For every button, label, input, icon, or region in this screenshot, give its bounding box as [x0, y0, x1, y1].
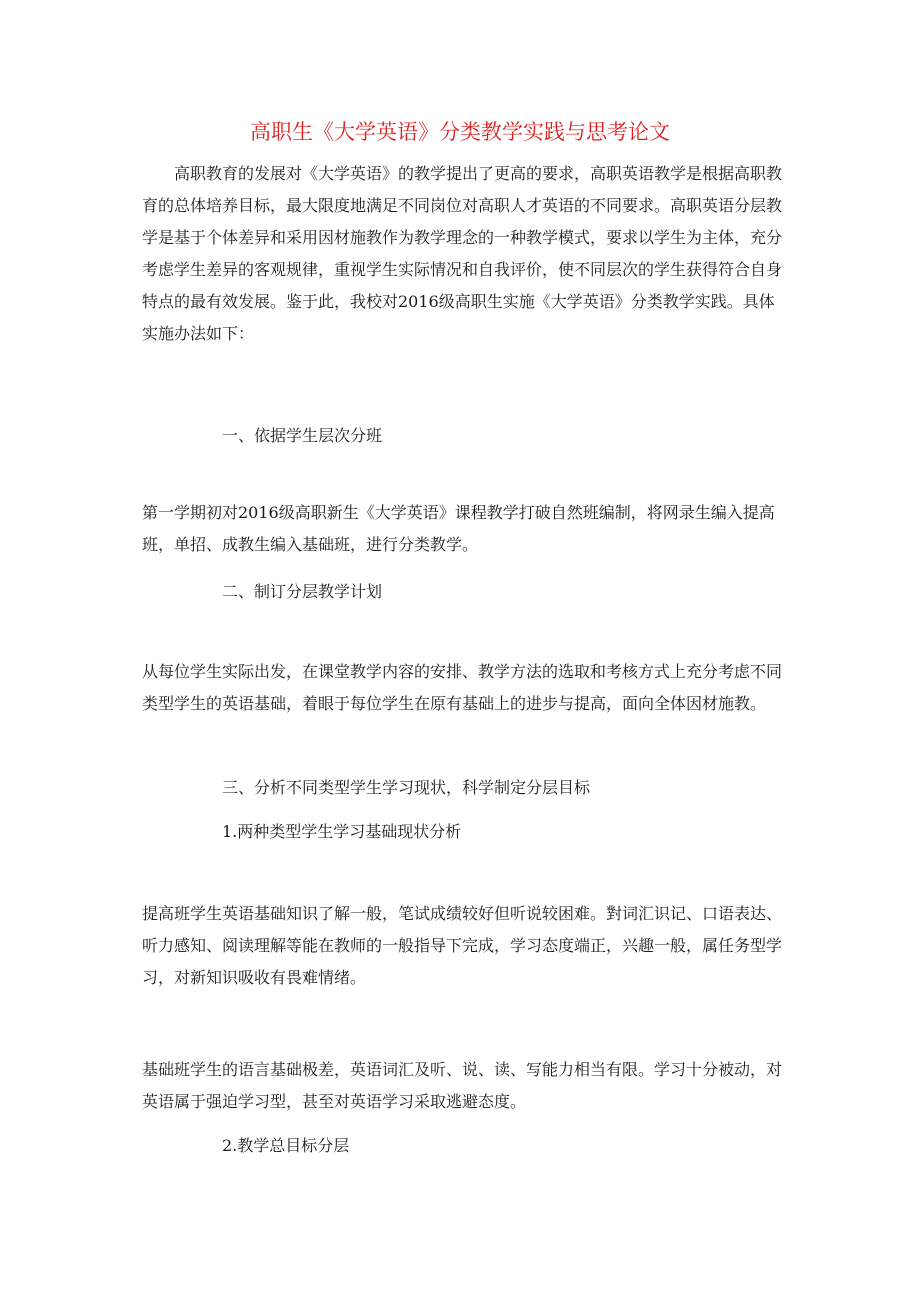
- paragraph-1: 第一学期初对2016级高职新生《大学英语》课程教学打破自然班编制，将网录生编入提高班，单招、成教生编入基础班，进行分类教学。: [142, 503, 775, 554]
- section-heading-1: 一、依据学生层次分班: [222, 426, 383, 445]
- document-title: 高职生《大学英语》分类教学实践与思考论文: [250, 120, 670, 144]
- section-heading-2: 二、制订分层教学计划: [222, 582, 383, 601]
- section-heading-3: 三、分析不同类型学生学习现状，科学制定分层目标: [222, 778, 591, 797]
- subheading-1: 1.两种类型学生学习基础现状分析: [222, 822, 462, 841]
- paragraph-4: 基础班学生的语言基础极差，英语词汇及听、说、读、写能力相当有限。学习十分被动，对英语属于强迫学习型，甚至对英语学习采取逃避态度。: [142, 1060, 783, 1111]
- intro-paragraph: 高职教育的发展对《大学英语》的教学提出了更高的要求，高职英语教学是根据高职教育的总体培养目标，最大限度地满足不同岗位对高职人才英语的不同要求。高职英语分层教学是基于个体差异和采用因材施教作为教学理念的一种教学模式，要求以学生为主体，充分考虑学生差异的客观规律，重视学生实际情况和自我评价，使不同层次的学生获得符合自身特点的最有效发展。鉴于此，我校对2016级高职生实施《大学英语》分类教学实践。具体实施办法如下：: [142, 164, 783, 343]
- paragraph-3: 提高班学生英语基础知识了解一般，笔试成绩较好但听说较困难。對词汇识记、口语表达、听力感知、阅读理解等能在教师的一般指导下完成，学习态度端正，兴趣一般，属任务型学习，对新知识吸收有畏难情绪。: [142, 904, 783, 987]
- paragraph-2: 从每位学生实际出发，在课堂教学内容的安排、教学方法的选取和考核方式上充分考虑不同类型学生的英语基础，着眼于每位学生在原有基础上的进步与提高，面向全体因材施教。: [142, 662, 783, 713]
- subheading-2: 2.教学总目标分层: [222, 1136, 350, 1155]
